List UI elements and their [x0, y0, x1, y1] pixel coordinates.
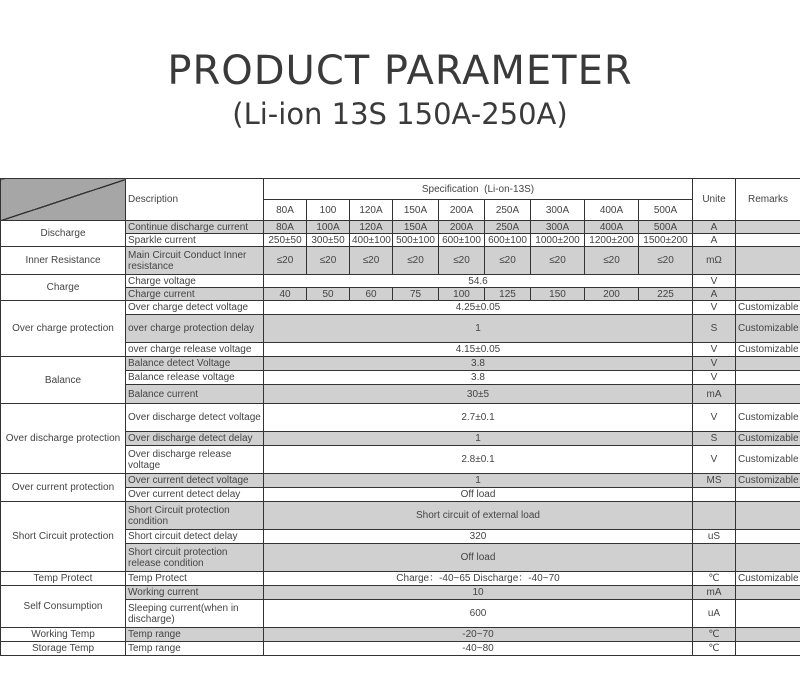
description-cell: Charge voltage: [126, 275, 264, 288]
inner-value-1: ≤20: [307, 247, 350, 275]
header-current-6: 300A: [531, 200, 585, 221]
self-working-value: 10: [264, 586, 693, 600]
inner-value-8: ≤20: [639, 247, 693, 275]
header-current-2: 120A: [350, 200, 393, 221]
unit-cell: [693, 488, 736, 502]
category-cell: Self Consumption: [1, 586, 126, 628]
charge-current-value-6: 150: [531, 288, 585, 301]
balance-current-value: 30±5: [264, 385, 693, 404]
short-delay-value: 320: [264, 530, 693, 544]
overcurrent-delay-value: Off load: [264, 488, 693, 502]
charge-voltage-value: 54.6: [264, 275, 693, 288]
working-temp-value: -20~70: [264, 628, 693, 642]
sparkle-value-3: 500±100: [393, 234, 439, 247]
description-cell: Over discharge detect delay: [126, 432, 264, 446]
unit-cell: mΩ: [693, 247, 736, 275]
header-description: Description: [126, 179, 264, 221]
unit-cell: [693, 544, 736, 572]
category-cell: Short Circuit protection: [1, 502, 126, 572]
row-balance-detect: [1, 357, 800, 371]
category-cell: Discharge: [1, 221, 126, 247]
unit-cell: S: [693, 315, 736, 343]
description-cell: Charge current: [126, 288, 264, 301]
inner-value-2: ≤20: [350, 247, 393, 275]
remark-cell: Customizable: [736, 474, 800, 488]
remark-cell: [736, 234, 800, 247]
remark-cell: [736, 385, 800, 404]
description-cell: Short Circuit protection condition: [126, 502, 264, 530]
unit-cell: V: [693, 357, 736, 371]
description-cell: Balance current: [126, 385, 264, 404]
inner-value-7: ≤20: [585, 247, 639, 275]
description-cell: Over discharge detect voltage: [126, 404, 264, 432]
remark-cell: [736, 586, 800, 600]
sparkle-value-2: 400±100: [350, 234, 393, 247]
description-cell: Sparkle current: [126, 234, 264, 247]
unit-cell: V: [693, 275, 736, 288]
remark-cell: [736, 275, 800, 288]
row-working-temp: [1, 628, 800, 642]
unit-cell: ℃: [693, 628, 736, 642]
inner-value-6: ≤20: [531, 247, 585, 275]
description-cell: Balance detect Voltage: [126, 357, 264, 371]
row-inner-resistance: [1, 247, 800, 275]
charge-current-value-0: 40: [264, 288, 307, 301]
charge-current-value-4: 100: [439, 288, 485, 301]
description-cell: Short circuit protection release condition: [126, 544, 264, 572]
description-cell: Sleeping current(when in discharge): [126, 600, 264, 628]
row-overcurrent-detect: [1, 474, 800, 488]
page-title: PRODUCT PARAMETER: [167, 48, 633, 94]
unit-cell: mA: [693, 385, 736, 404]
header-current-4: 200A: [439, 200, 485, 221]
row-discharge-continue: [1, 221, 800, 234]
remark-cell: [736, 628, 800, 642]
sparkle-value-6: 1000±200: [531, 234, 585, 247]
balance-detect-value: 3.8: [264, 357, 693, 371]
sparkle-value-7: 1200±200: [585, 234, 639, 247]
row-short-condition: [1, 502, 800, 530]
unit-cell: V: [693, 301, 736, 315]
remark-cell: [736, 530, 800, 544]
description-cell: Over current detect voltage: [126, 474, 264, 488]
remark-cell: [736, 371, 800, 385]
description-cell: Over charge detect voltage: [126, 301, 264, 315]
parameter-table: [0, 178, 800, 656]
remark-cell: Customizable: [736, 572, 800, 586]
remark-cell: Customizable: [736, 404, 800, 432]
charge-current-value-5: 125: [485, 288, 531, 301]
category-cell: Over discharge protection: [1, 404, 126, 474]
category-cell: Working Temp: [1, 628, 126, 642]
inner-value-4: ≤20: [439, 247, 485, 275]
remark-cell: Customizable: [736, 343, 800, 357]
row-temp-protect: [1, 572, 800, 586]
unit-cell: V: [693, 371, 736, 385]
remark-cell: [736, 600, 800, 628]
continue-value-4: 200A: [439, 221, 485, 234]
category-cell: Over current protection: [1, 474, 126, 502]
short-release-value: Off load: [264, 544, 693, 572]
header-current-8: 500A: [639, 200, 693, 221]
unit-cell: uA: [693, 600, 736, 628]
charge-current-value-7: 200: [585, 288, 639, 301]
balance-release-value: 3.8: [264, 371, 693, 385]
remark-cell: [736, 247, 800, 275]
header-unite: Unite: [693, 179, 736, 221]
category-cell: Charge: [1, 275, 126, 301]
remark-cell: [736, 488, 800, 502]
remark-cell: [736, 502, 800, 530]
overcurrent-detect-value: 1: [264, 474, 693, 488]
unit-cell: S: [693, 432, 736, 446]
continue-value-8: 500A: [639, 221, 693, 234]
charge-current-value-3: 75: [393, 288, 439, 301]
inner-value-5: ≤20: [485, 247, 531, 275]
description-cell: Continue discharge current: [126, 221, 264, 234]
description-cell: Temp range: [126, 642, 264, 656]
charge-current-value-2: 60: [350, 288, 393, 301]
header-specification: Specification (Li-on-13S): [264, 179, 693, 200]
unit-cell: A: [693, 288, 736, 301]
continue-value-5: 250A: [485, 221, 531, 234]
temp-protect-value: Charge：-40~65 Discharge：-40~70: [264, 572, 693, 586]
sparkle-value-5: 600±100: [485, 234, 531, 247]
unit-cell: uS: [693, 530, 736, 544]
remark-cell: [736, 544, 800, 572]
self-sleeping-value: 600: [264, 600, 693, 628]
description-cell: Short circuit detect delay: [126, 530, 264, 544]
continue-value-0: 80A: [264, 221, 307, 234]
description-cell: Working current: [126, 586, 264, 600]
overdischarge-delay-value: 1: [264, 432, 693, 446]
inner-value-0: ≤20: [264, 247, 307, 275]
continue-value-7: 400A: [585, 221, 639, 234]
overdischarge-release-value: 2.8±0.1: [264, 446, 693, 474]
description-cell: over charge release voltage: [126, 343, 264, 357]
continue-value-3: 150A: [393, 221, 439, 234]
category-cell: Inner Resistance: [1, 247, 126, 275]
remark-cell: [736, 357, 800, 371]
description-cell: Temp range: [126, 628, 264, 642]
row-overdischarge-detect: [1, 404, 800, 432]
overcharge-delay-value: 1: [264, 315, 693, 343]
description-cell: Over discharge release voltage: [126, 446, 264, 474]
description-cell: over charge protection delay: [126, 315, 264, 343]
remark-cell: Customizable: [736, 432, 800, 446]
charge-current-value-8: 225: [639, 288, 693, 301]
sparkle-value-8: 1500±200: [639, 234, 693, 247]
header-current-5: 250A: [485, 200, 531, 221]
description-cell: Main Circuit Conduct Inner resistance: [126, 247, 264, 275]
inner-value-3: ≤20: [393, 247, 439, 275]
overdischarge-detect-value: 2.7±0.1: [264, 404, 693, 432]
overcharge-detect-value: 4.25±0.05: [264, 301, 693, 315]
category-cell: Storage Temp: [1, 642, 126, 656]
page-subtitle: (Li-ion 13S 150A-250A): [232, 97, 568, 131]
header-current-1: 100: [307, 200, 350, 221]
overcharge-release-value: 4.15±0.05: [264, 343, 693, 357]
category-cell: Over charge protection: [1, 301, 126, 357]
remark-cell: [736, 288, 800, 301]
description-cell: Balance release voltage: [126, 371, 264, 385]
description-cell: Over current detect delay: [126, 488, 264, 502]
unit-cell: V: [693, 343, 736, 357]
header-current-0: 80A: [264, 200, 307, 221]
remark-cell: [736, 642, 800, 656]
continue-value-1: 100A: [307, 221, 350, 234]
header-remarks: Remarks: [736, 179, 800, 221]
unit-cell: ℃: [693, 572, 736, 586]
row-charge-voltage: [1, 275, 800, 288]
unit-cell: V: [693, 404, 736, 432]
unit-cell: mA: [693, 586, 736, 600]
remark-cell: Customizable: [736, 446, 800, 474]
header-current-7: 400A: [585, 200, 639, 221]
short-condition-value: Short circuit of external load: [264, 502, 693, 530]
unit-cell: [693, 502, 736, 530]
header-current-3: 150A: [393, 200, 439, 221]
charge-current-value-1: 50: [307, 288, 350, 301]
remark-cell: [736, 221, 800, 234]
continue-value-2: 120A: [350, 221, 393, 234]
description-cell: Temp Protect: [126, 572, 264, 586]
row-overcharge-detect: [1, 301, 800, 315]
unit-cell: V: [693, 446, 736, 474]
row-storage-temp: [1, 642, 800, 656]
sparkle-value-0: 250±50: [264, 234, 307, 247]
sparkle-value-1: 300±50: [307, 234, 350, 247]
category-cell: Temp Protect: [1, 572, 126, 586]
unit-cell: MS: [693, 474, 736, 488]
unit-cell: A: [693, 221, 736, 234]
row-self-working: [1, 586, 800, 600]
category-cell: Balance: [1, 357, 126, 404]
remark-cell: Customizable: [736, 315, 800, 343]
continue-value-6: 300A: [531, 221, 585, 234]
unit-cell: ℃: [693, 642, 736, 656]
sparkle-value-4: 600±100: [439, 234, 485, 247]
storage-temp-value: -40~80: [264, 642, 693, 656]
header-row-top: [1, 179, 800, 200]
header-corner-cell: [1, 179, 126, 221]
unit-cell: A: [693, 234, 736, 247]
remark-cell: Customizable: [736, 301, 800, 315]
